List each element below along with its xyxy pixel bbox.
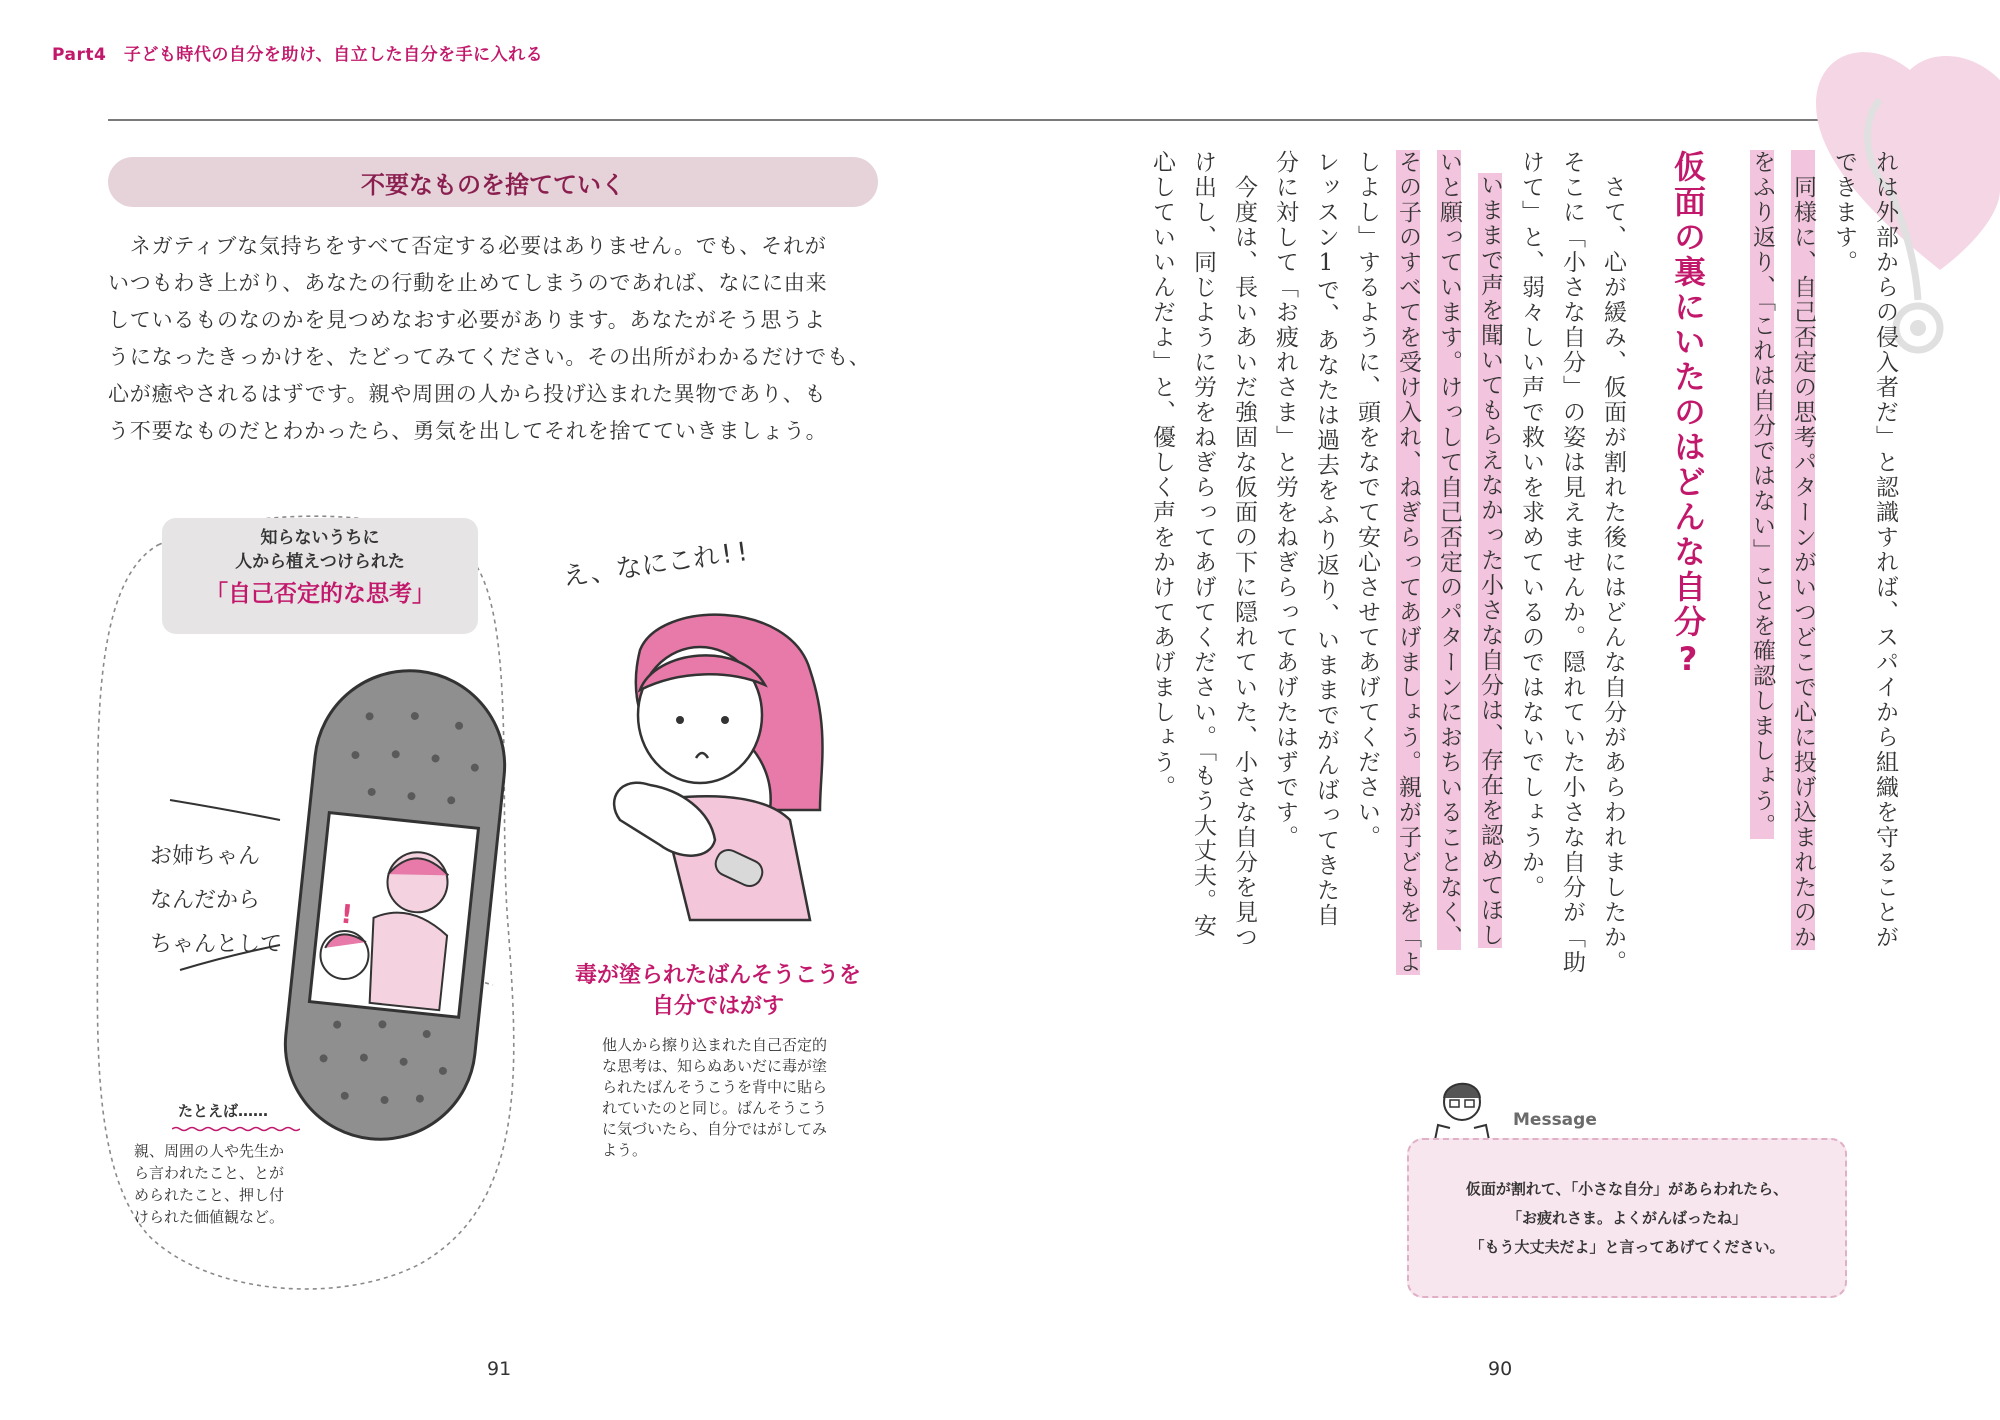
bandage-desc-line: に気づいたら、自分ではがしてみ — [602, 1120, 828, 1138]
intro-paragraph — [108, 228, 878, 450]
message-line: 「お疲れさま。よくがんばったね」 — [1506, 1208, 1747, 1227]
bandage-desc-line: な思考は、知らぬあいだに毒が塗 — [602, 1057, 828, 1075]
header-divider — [108, 119, 1868, 121]
bandage-desc-line: 他人から擦り込まれた自己否定的 — [602, 1036, 828, 1054]
vertical-line: 今度は、長いあいだ強固な仮面の下に隠れていた、小さな自分を見つ — [1231, 150, 1257, 950]
section-heading-vertical: 仮面の裏にいたのはどんな自分? — [1669, 150, 1707, 681]
bandage-desc-line: られたばんそうこうを背中に貼ら — [602, 1078, 828, 1096]
vertical-line: れは外部からの侵入者だ」と認識すれば、スパイから組織を守ることが — [1872, 150, 1898, 950]
part-header: Part4 子ども時代の自分を助け、自立した自分を手に入れる — [52, 45, 544, 65]
vertical-line: け出し、同じように労をねぎらってあげてください。「もう大丈夫。安 — [1190, 150, 1216, 939]
intro-line: いつもわき上がり、あなたの行動を止めてしまうのであれば、なにに由来 — [108, 271, 828, 295]
bandage-title — [568, 960, 868, 1022]
page-number-right: 90 — [1488, 1358, 1513, 1380]
vertical-line: レッスン1で、あなたは過去をふり返り、いままでがんばってきた自 — [1313, 150, 1339, 928]
example-desc-line: けられた価値観など。 — [134, 1208, 285, 1226]
page-number-left: 91 — [487, 1358, 512, 1380]
vertical-line-highlight: その子のすべてを受け入れ、ねぎらってあげましょう。親が子どもを「よ — [1388, 150, 1428, 975]
vertical-line-highlight: いままで声を聞いてもらえなかった小さな自分は、存在を認めてほし — [1470, 173, 1510, 948]
vertical-line: さて、心が緩み、仮面が割れた後にはどんな自分があらわれましたか。 — [1600, 150, 1626, 975]
message-person-icon — [1420, 1070, 1500, 1145]
speech-text — [150, 835, 282, 967]
bandage-desc-line: れていたのと同じ。ばんそうこう — [602, 1099, 828, 1117]
label-box — [162, 518, 478, 634]
message-box — [1407, 1138, 1847, 1298]
label-box-line: 人から植えつけられた — [235, 552, 405, 572]
message-label: Message — [1513, 1110, 1597, 1130]
wavy-underline — [172, 1126, 300, 1132]
bandage-description — [602, 1035, 902, 1161]
bandage-icon — [270, 660, 520, 1150]
example-description — [134, 1140, 284, 1228]
intro-line: う不要なものだとわかったら、勇気を出してそれを捨てていきましょう。 — [108, 419, 828, 443]
intro-line: ネガティブな気持ちをすべて否定する必要はありません。でも、それが — [108, 234, 827, 258]
label-box-line: 知らないうちに — [260, 528, 380, 548]
vertical-line: 心していいんだよ」と、優しく声をかけてあげましょう。 — [1149, 150, 1175, 800]
vertical-line: けて」と、弱々しい声で救いを求めているのではないでしょうか。 — [1518, 150, 1544, 900]
vertical-line-highlight: をふり返り、「これは自分ではない」ことを確認しましょう。 — [1742, 150, 1782, 839]
vertical-line: できます。 — [1831, 150, 1857, 275]
message-line: 仮面が割れて、「小さな自分」があらわれたら、 — [1465, 1179, 1789, 1198]
vertical-line-highlight: 同様に、自己否定の思考パターンがいつどこで心に投げ込まれたのか — [1783, 150, 1823, 950]
speech-line: ちゃんとして — [150, 932, 283, 957]
label-box-highlight: 「自己否定的な思考」 — [205, 581, 435, 607]
bandage-title-line: 自分ではがす — [651, 994, 784, 1019]
speech-line: なんだから — [150, 888, 261, 913]
svg-text:!: ! — [339, 899, 355, 931]
girl-illustration — [600, 610, 840, 930]
vertical-line: 分に対して「お疲れさま」と労をねぎらってあげたはずです。 — [1272, 150, 1298, 850]
exclamation-text: え、なにこれ!! — [560, 536, 753, 593]
section-heading: 不要なものを捨てていく — [108, 157, 878, 207]
example-desc-line: められたこと、押し付 — [134, 1186, 285, 1204]
message-line: 「もう大丈夫だよ」と言ってあげてください。 — [1469, 1237, 1785, 1256]
bandage-desc-line: よう。 — [602, 1141, 648, 1159]
example-title: たとえば…… — [178, 1102, 269, 1120]
intro-line: 心が癒やされるはずです。親や周囲の人から投げ込まれた異物であり、も — [108, 382, 827, 406]
example-desc-line: ら言われたこと、とが — [134, 1164, 285, 1182]
vertical-line: しよし」するように、頭をなでて安心させてあげてください。 — [1354, 150, 1380, 850]
intro-line: うになったきっかけを、たどってみてください。その出所がわかるだけでも、 — [108, 345, 871, 369]
intro-line: しているものなのかを見つめなおす必要があります。あなたがそう思うよ — [108, 308, 826, 332]
speech-line: お姉ちゃん — [150, 844, 261, 869]
vertical-line: そこに「小さな自分」の姿は見えませんか。隠れていた小さな自分が「助 — [1559, 150, 1585, 975]
example-desc-line: 親、周囲の人や先生か — [134, 1142, 285, 1160]
vertical-line-highlight: いと願っています。けっして自己否定のパターンにおちいることなく、 — [1429, 150, 1469, 950]
bandage-title-line: 毒が塗られたばんそうこうを — [574, 963, 861, 988]
